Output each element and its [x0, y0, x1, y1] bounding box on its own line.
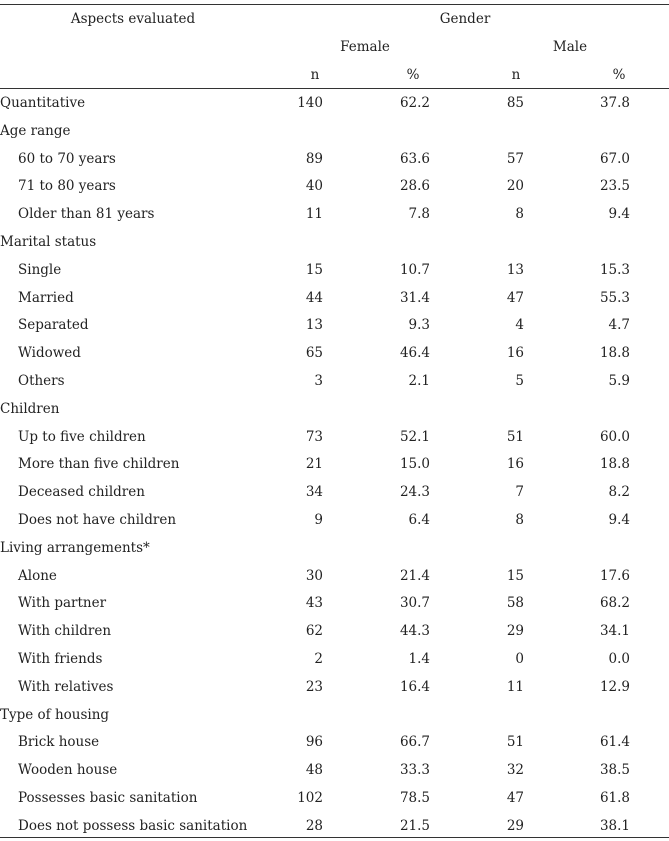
cell-mp: 17.6 [599, 568, 630, 584]
cell-fn: 13 [305, 317, 323, 333]
cell-fn: 11 [305, 206, 323, 222]
cell-mp: 61.4 [599, 734, 630, 750]
header-female-n: n [310, 67, 320, 83]
cell-mp: 0.0 [608, 651, 630, 667]
row-sublabel: More than five children [18, 456, 180, 472]
cell-fp: 52.1 [399, 429, 430, 445]
cell-fn: 15 [305, 262, 323, 278]
cell-fp: 28.6 [399, 178, 430, 194]
cell-fp: 9.3 [408, 317, 430, 333]
cell-mp: 67.0 [599, 151, 630, 167]
cell-fp: 6.4 [408, 512, 430, 528]
row-sublabel: Older than 81 years [18, 206, 155, 222]
cell-fn: 96 [305, 734, 323, 750]
cell-mn: 20 [506, 178, 524, 194]
cell-mn: 8 [515, 206, 524, 222]
cell-fp: 44.3 [399, 623, 430, 639]
header-female: Female [340, 39, 390, 55]
cell-mp: 38.5 [599, 762, 630, 778]
cell-mp: 4.7 [608, 317, 630, 333]
cell-fn: 34 [305, 484, 323, 500]
row-sublabel: Brick house [18, 734, 100, 750]
cell-fn: 73 [305, 429, 323, 445]
cell-mn: 16 [506, 345, 524, 361]
cell-fp: 15.0 [399, 456, 430, 472]
cell-mn: 29 [506, 818, 524, 834]
header-gender: Gender [439, 11, 491, 27]
header-male-n: n [511, 67, 521, 83]
cell-fp: 21.5 [399, 818, 430, 834]
header-female-pct: % [406, 67, 420, 83]
cell-mp: 18.8 [599, 345, 630, 361]
cell-mn: 47 [506, 790, 524, 806]
cell-fn: 40 [305, 178, 323, 194]
cell-mp: 37.8 [599, 95, 630, 111]
cell-fp: 62.2 [399, 95, 430, 111]
row-sublabel: Separated [18, 317, 89, 333]
cell-mp: 23.5 [599, 178, 630, 194]
row-sublabel: With friends [18, 651, 103, 667]
row-category-label: Marital status [0, 234, 97, 250]
cell-fp: 31.4 [399, 290, 430, 306]
cell-fp: 16.4 [399, 679, 430, 695]
row-sublabel: Others [18, 373, 65, 389]
cell-mp: 15.3 [599, 262, 630, 278]
cell-fp: 78.5 [399, 790, 430, 806]
cell-mn: 8 [515, 512, 524, 528]
bottom-rule [0, 837, 669, 838]
row-sublabel: Does not possess basic sanitation [18, 818, 248, 834]
header-rule [0, 88, 669, 89]
row-sublabel: Deceased children [18, 484, 145, 500]
cell-fp: 7.8 [408, 206, 430, 222]
row-sublabel: Widowed [18, 345, 81, 361]
cell-mn: 16 [506, 456, 524, 472]
row-sublabel: Alone [18, 568, 57, 584]
cell-fn: 21 [305, 456, 323, 472]
cell-mp: 34.1 [599, 623, 630, 639]
cell-fp: 46.4 [399, 345, 430, 361]
header-aspects: Aspects evaluated [70, 11, 196, 27]
cell-mn: 32 [506, 762, 524, 778]
top-rule [0, 4, 669, 5]
cell-mn: 11 [506, 679, 524, 695]
row-sublabel: 60 to 70 years [18, 151, 116, 167]
cell-fp: 1.4 [408, 651, 430, 667]
cell-mp: 9.4 [608, 512, 630, 528]
cell-mp: 61.8 [599, 790, 630, 806]
cell-mn: 5 [515, 373, 524, 389]
cell-fp: 66.7 [399, 734, 430, 750]
cell-fn: 28 [305, 818, 323, 834]
cell-fp: 33.3 [399, 762, 430, 778]
row-sublabel: Does not have children [18, 512, 177, 528]
cell-fp: 63.6 [399, 151, 430, 167]
cell-mn: 7 [515, 484, 524, 500]
row-sublabel: With partner [18, 595, 107, 611]
row-sublabel: Wooden house [18, 762, 118, 778]
cell-fp: 21.4 [399, 568, 430, 584]
row-category-label: Quantitative [0, 95, 86, 111]
cell-fn: 43 [305, 595, 323, 611]
row-sublabel: 71 to 80 years [18, 178, 116, 194]
cell-mn: 58 [506, 595, 524, 611]
cell-fn: 44 [305, 290, 323, 306]
cell-fn: 48 [305, 762, 323, 778]
cell-mn: 47 [506, 290, 524, 306]
cell-mp: 5.9 [608, 373, 630, 389]
cell-mp: 38.1 [599, 818, 630, 834]
row-category-label: Children [0, 401, 60, 417]
row-sublabel: Possesses basic sanitation [18, 790, 198, 806]
row-category-label: Type of housing [0, 707, 110, 723]
cell-mn: 57 [506, 151, 524, 167]
cell-mn: 13 [506, 262, 524, 278]
cell-fn: 2 [314, 651, 323, 667]
cell-fn: 102 [297, 790, 323, 806]
row-sublabel: Married [18, 290, 74, 306]
row-sublabel: With relatives [18, 679, 114, 695]
header-male-pct: % [612, 67, 626, 83]
cell-mn: 4 [515, 317, 524, 333]
row-sublabel: With children [18, 623, 112, 639]
cell-mp: 60.0 [599, 429, 630, 445]
cell-fn: 30 [305, 568, 323, 584]
cell-fp: 10.7 [399, 262, 430, 278]
cell-mp: 68.2 [599, 595, 630, 611]
cell-mp: 12.9 [599, 679, 630, 695]
cell-fn: 23 [305, 679, 323, 695]
row-category-label: Age range [0, 123, 71, 139]
cell-mn: 51 [506, 734, 524, 750]
row-category-label: Living arrangements* [0, 540, 150, 556]
header-male: Male [552, 39, 588, 55]
cell-fn: 89 [305, 151, 323, 167]
cell-mp: 55.3 [599, 290, 630, 306]
cell-mp: 18.8 [599, 456, 630, 472]
cell-mp: 8.2 [608, 484, 630, 500]
cell-fp: 24.3 [399, 484, 430, 500]
cell-mn: 0 [515, 651, 524, 667]
cell-mn: 29 [506, 623, 524, 639]
cell-fn: 3 [314, 373, 323, 389]
row-sublabel: Up to five children [18, 429, 146, 445]
cell-fn: 62 [305, 623, 323, 639]
cell-mn: 15 [506, 568, 524, 584]
cell-fp: 30.7 [399, 595, 430, 611]
cell-fp: 2.1 [408, 373, 430, 389]
cell-fn: 65 [305, 345, 323, 361]
cell-mn: 85 [506, 95, 524, 111]
row-sublabel: Single [18, 262, 62, 278]
cell-fn: 140 [297, 95, 323, 111]
cell-mp: 9.4 [608, 206, 630, 222]
cell-fn: 9 [314, 512, 323, 528]
cell-mn: 51 [506, 429, 524, 445]
